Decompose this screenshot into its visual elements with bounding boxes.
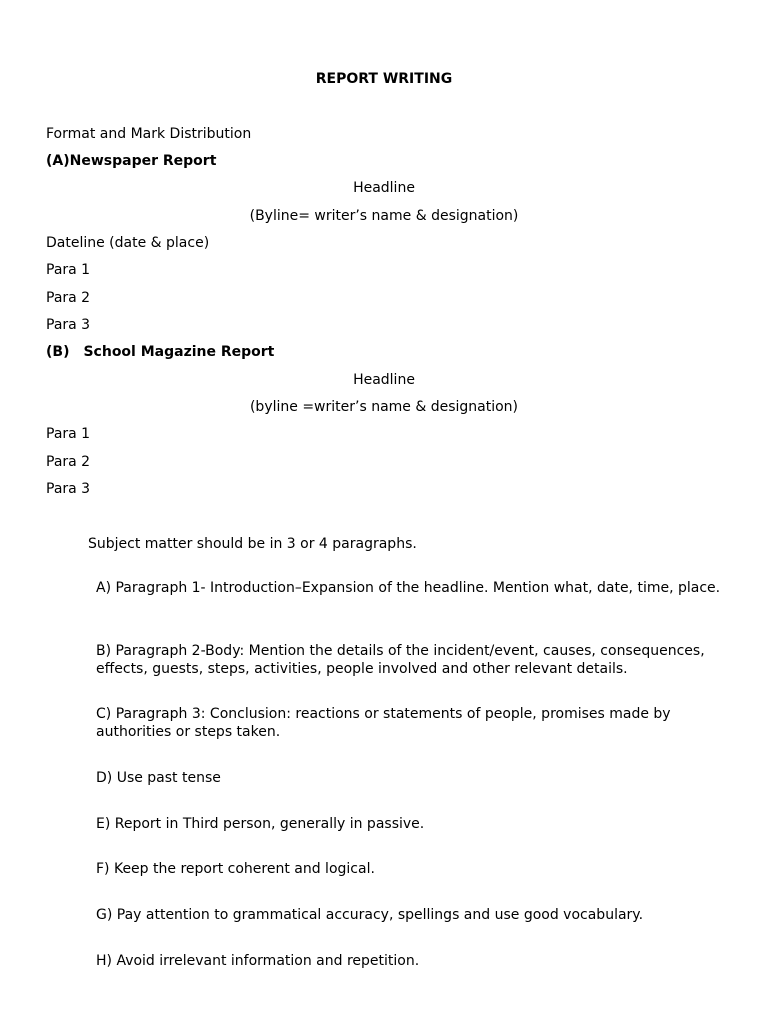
point-g: G) Pay attention to grammatical accuracy, spellings and use good vocabulary.	[96, 907, 644, 923]
section-b-title: School Magazine Report	[83, 344, 275, 360]
point-b: B) Paragraph 2-Body: Mention the details of the incident/event, causes, consequences, effects, guests, steps, activities, people involved and other relevant details.	[96, 643, 705, 677]
subject-note: Subject matter should be in 3 or 4 paragraphs.	[88, 536, 417, 552]
section-a-para-2: Para 2	[46, 290, 91, 306]
section-b-headline: Headline	[353, 372, 415, 388]
section-b-para-3: Para 3	[46, 481, 91, 497]
point-a: A) Paragraph 1- Introduction–Expansion of the headline. Mention what, date, time, place.	[96, 580, 721, 596]
point-c: C) Paragraph 3: Conclusion: reactions or statements of people, promises made by authorities or steps taken.	[96, 706, 671, 740]
section-a-dateline: Dateline (date & place)	[46, 235, 210, 251]
section-a-heading	[46, 152, 216, 170]
section-b-heading	[46, 343, 274, 361]
section-b-marker: (B)	[46, 344, 70, 360]
section-a-para-3: Para 3	[46, 317, 91, 333]
point-h: H) Avoid irrelevant information and repetition.	[96, 953, 420, 969]
section-a-headline: Headline	[353, 180, 415, 196]
intro-text: Format and Mark Distribution	[46, 126, 252, 142]
point-f: F) Keep the report coherent and logical.	[96, 861, 375, 877]
point-e: E) Report in Third person, generally in passive.	[96, 816, 425, 832]
section-a-para-1: Para 1	[46, 262, 91, 278]
section-b-para-1: Para 1	[46, 426, 91, 442]
section-b-byline: (byline =writer’s name & designation)	[249, 399, 519, 415]
section-a-byline: (Byline= writer’s name & designation)	[249, 208, 519, 224]
section-a-title: Newspaper Report	[69, 153, 217, 169]
point-d: D) Use past tense	[96, 770, 221, 786]
section-b-para-2: Para 2	[46, 454, 91, 470]
page-title: REPORT WRITING	[315, 71, 453, 87]
section-a-marker: (A)	[46, 153, 70, 169]
